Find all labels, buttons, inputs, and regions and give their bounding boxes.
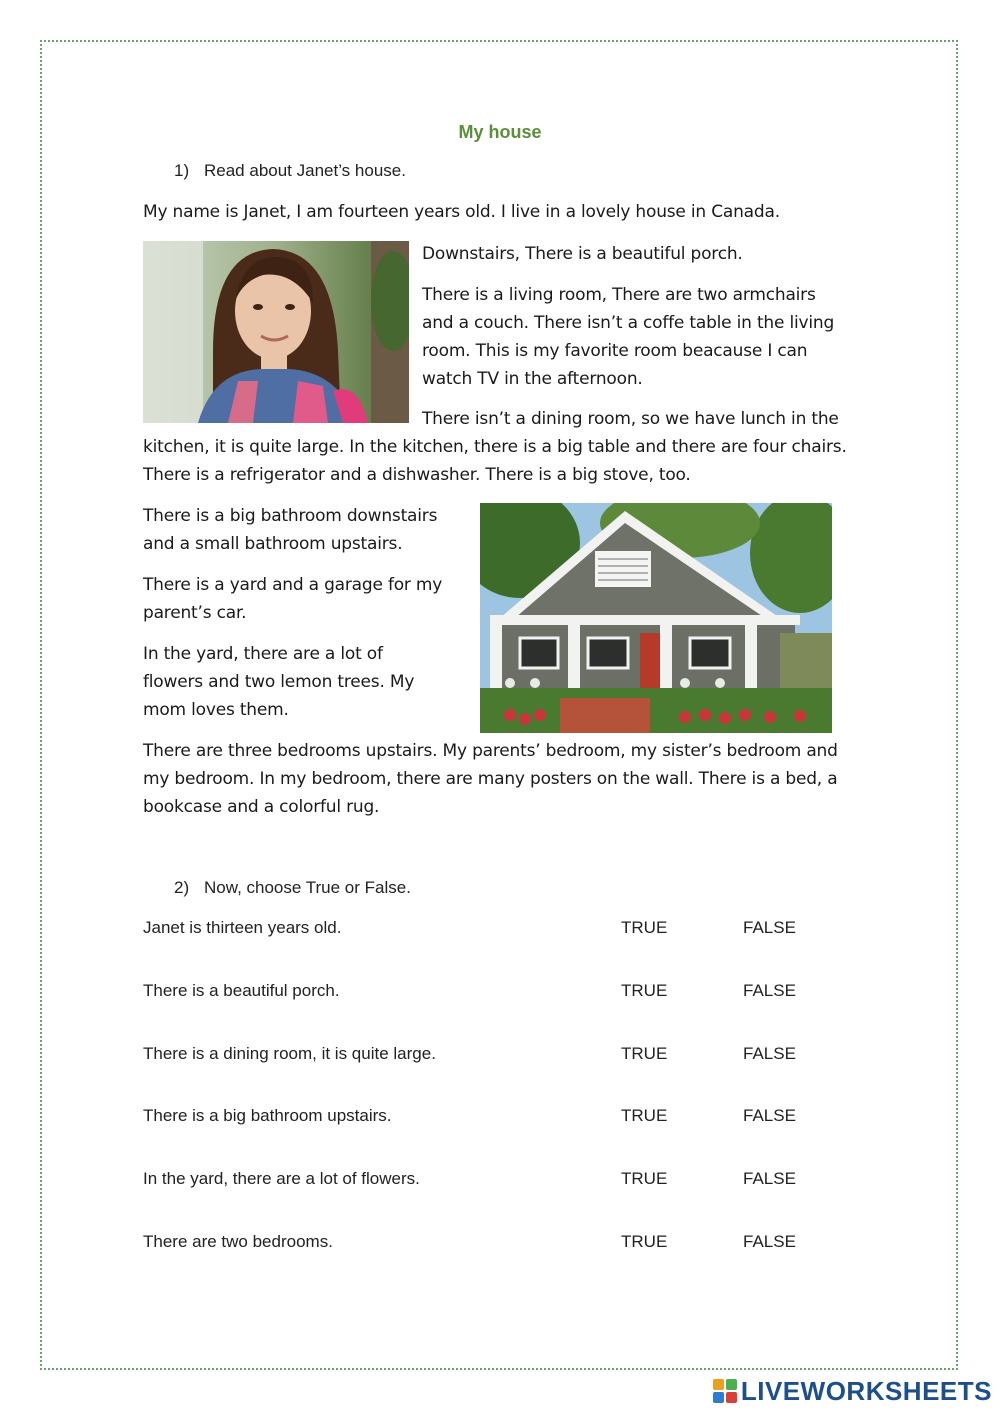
section-1-instruction: Read about Janet’s house. [204,161,406,180]
question-row [143,1106,843,1130]
question-statement: There are two bedrooms. [143,1232,333,1251]
story-kitchen [143,405,863,489]
false-option[interactable]: FALSE [743,918,796,937]
story-intro [143,198,863,226]
page-title: My house [458,122,542,142]
question-statement: There is a dining room, it is quite large. [143,1044,436,1063]
liveworksheets-logo[interactable] [713,1377,992,1405]
question-row [143,1232,843,1256]
story-left-block [143,502,463,724]
true-option[interactable]: TRUE [621,1169,668,1188]
story-living-room: There is a living room, There are two armchairs and a couch. There isn’t a coffe table in the living room. This is my favorite room beacause I can watch TV in the afternoon. [422,285,835,389]
true-option[interactable]: TRUE [621,1106,668,1125]
question-row [143,981,843,1005]
janet-photo [143,241,409,423]
house-photo-illustration [480,503,832,733]
story-bedrooms-text: There are three bedrooms upstairs. My parents’ bedroom, my sister’s bedroom and my bedroom. In my bedroom, there are many posters on the wall. There is a bed, a bookcase and a colorful rug. [143,741,838,817]
story-intro-text: My name is Janet, I am fourteen years old. I live in a lovely house in Canada. [143,202,780,222]
janet-photo-illustration [143,241,409,423]
section-2-heading [174,878,411,898]
false-option[interactable]: FALSE [743,981,796,1000]
section-1-heading [174,161,406,181]
liveworksheets-logo-icon [713,1379,737,1403]
story-bathrooms: There is a big bathroom downstairs and a small bathroom upstairs. [143,506,438,554]
true-option[interactable]: TRUE [621,981,668,1000]
false-option[interactable]: FALSE [743,1044,796,1063]
house-photo [480,503,832,733]
true-option[interactable]: TRUE [621,1044,668,1063]
false-option[interactable]: FALSE [743,1169,796,1188]
section-2-instruction: Now, choose True or False. [204,878,411,897]
section-1-number: 1) [174,161,190,180]
story-yard-garage: There is a yard and a garage for my parent’s car. [143,575,443,623]
question-statement: In the yard, there are a lot of flowers. [143,1169,420,1188]
story-kitchen-text: There isn’t a dining room, so we have lunch in the kitchen, it is quite large. In the kitchen, there is a big table and there are four chairs. There is a refrigerator and a dishwasher. There is a big stove, too. [143,409,847,485]
true-option[interactable]: TRUE [621,1232,668,1251]
question-statement: Janet is thirteen years old. [143,918,342,937]
question-row [143,1044,843,1068]
false-option[interactable]: FALSE [743,1106,796,1125]
question-row [143,918,843,942]
question-statement: There is a beautiful porch. [143,981,340,1000]
story-right-block [422,240,862,393]
section-2-number: 2) [174,878,190,897]
story-bedrooms [143,737,863,821]
false-option[interactable]: FALSE [743,1232,796,1251]
true-option[interactable]: TRUE [621,918,668,937]
liveworksheets-logo-text: LIVEWORKSHEETS [740,1375,992,1406]
question-row [143,1169,843,1193]
question-statement: There is a big bathroom upstairs. [143,1106,392,1125]
story-downstairs: Downstairs, There is a beautiful porch. [422,244,743,264]
story-yard-flowers: In the yard, there are a lot of flowers and two lemon trees. My mom loves them. [143,644,415,720]
